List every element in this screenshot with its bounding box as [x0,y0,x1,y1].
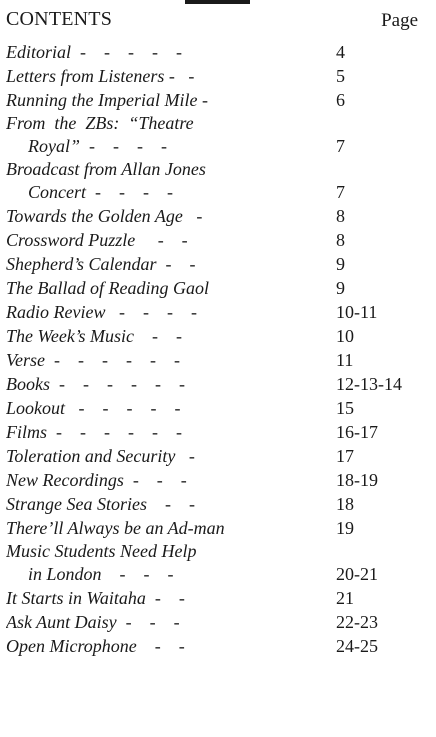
entry-title [6,158,330,204]
entry-title [6,468,330,492]
contents-entry [6,64,432,88]
entry-title-line: New Recordings - - - [6,470,187,490]
contents-entry [6,158,432,204]
entry-title [6,40,330,64]
entry-page-number: 10-11 [336,302,378,322]
entry-title-line: Royal” - - - - [28,136,167,156]
entry-title-line: Letters from Listeners - - [6,66,195,86]
entry-page-number: 20-21 [336,564,378,584]
entry-page-number: 19 [336,518,354,538]
entry-title [6,372,330,396]
contents-entry [6,252,432,276]
entry-title [6,64,330,88]
entry-page-number: 24-25 [336,636,378,656]
contents-entry [6,468,432,492]
entry-page-number: 7 [336,182,345,202]
entry-title-line: Toleration and Security - [6,446,195,466]
entry-title-line: From the ZBs: “Theatre [6,113,194,133]
entry-title-line: Towards the Golden Age - [6,206,203,226]
entry-title [6,516,330,540]
entry-title-line: Crossword Puzzle - - [6,230,188,250]
entry-page-number: 17 [336,446,354,466]
entry-page-number: 10 [336,326,354,346]
entry-page-number: 9 [336,278,345,298]
entry-title-line: Ask Aunt Daisy - - - [6,612,180,632]
entry-title-line: The Ballad of Reading Gaol [6,278,209,298]
page-column-label: Page [381,10,418,31]
entry-title-line: Editorial - - - - - [6,42,182,62]
contents-entry [6,516,432,540]
contents-entry [6,300,432,324]
entry-page-number: 22-23 [336,612,378,632]
contents-entry [6,610,432,634]
contents-entry [6,228,432,252]
entry-title-line: in London - - - [28,564,174,584]
entry-page-number: 16-17 [336,422,378,442]
contents-entry [6,420,432,444]
entry-title-line: Films - - - - - - [6,422,182,442]
entry-page-number: 11 [336,350,354,370]
entry-page-number: 6 [336,90,345,110]
entry-title [6,324,330,348]
entry-title [6,88,330,112]
contents-entry [6,324,432,348]
entry-title [6,112,330,158]
entry-title-line: The Week’s Music - - [6,326,182,346]
entry-title-line: Concert - - - - [28,182,173,202]
entry-title-line: Books - - - - - - [6,374,185,394]
entry-title-line: Running the Imperial Mile - [6,90,208,110]
entry-page-number: 18-19 [336,470,378,490]
entry-page-number: 7 [336,136,345,156]
entry-title-line: Lookout - - - - - [6,398,181,418]
entry-title [6,396,330,420]
entry-page-number: 12-13-14 [336,374,402,394]
entry-title [6,204,330,228]
contents-title: CONTENTS [6,8,113,30]
entry-page-number: 21 [336,588,354,608]
entry-title [6,444,330,468]
contents-entry [6,348,432,372]
entry-page-number: 18 [336,494,354,514]
entry-title [6,420,330,444]
entry-title [6,540,330,586]
contents-entry [6,112,432,158]
entry-title [6,610,330,634]
contents-entry [6,40,432,64]
top-rule [185,0,250,4]
entry-title-line: Broadcast from Allan Jones [6,159,206,179]
entry-title-line: It Starts in Waitaha - - [6,588,185,608]
entry-title-line: Verse - - - - - - [6,350,180,370]
contents-entry [6,276,432,300]
entry-page-number: 9 [336,254,345,274]
entry-title [6,276,330,300]
entry-title-line: There’ll Always be an Ad-man [6,518,225,538]
entry-title [6,492,330,516]
entry-title [6,300,330,324]
entry-title [6,634,330,658]
contents-entry [6,444,432,468]
contents-entry [6,540,432,586]
entry-title-line: Strange Sea Stories - - [6,494,195,514]
entry-page-number: 15 [336,398,354,418]
entry-title [6,252,330,276]
contents-entry [6,634,432,658]
entry-page-number: 8 [336,230,345,250]
entry-title-line: Music Students Need Help [6,541,197,561]
entry-title-line: Radio Review - - - - [6,302,197,322]
entry-title [6,586,330,610]
contents-entry [6,396,432,420]
entry-title-line: Open Microphone - - [6,636,185,656]
contents-header [6,8,418,38]
entry-page-number: 4 [336,42,345,62]
entry-page-number: 5 [336,66,345,86]
entry-page-number: 8 [336,206,345,226]
contents-entry [6,204,432,228]
contents-entry [6,492,432,516]
contents-entry [6,372,432,396]
contents-entry [6,586,432,610]
contents-entry [6,88,432,112]
entry-title [6,228,330,252]
entry-title [6,348,330,372]
entry-title-line: Shepherd’s Calendar - - [6,254,196,274]
contents-list [6,40,432,658]
